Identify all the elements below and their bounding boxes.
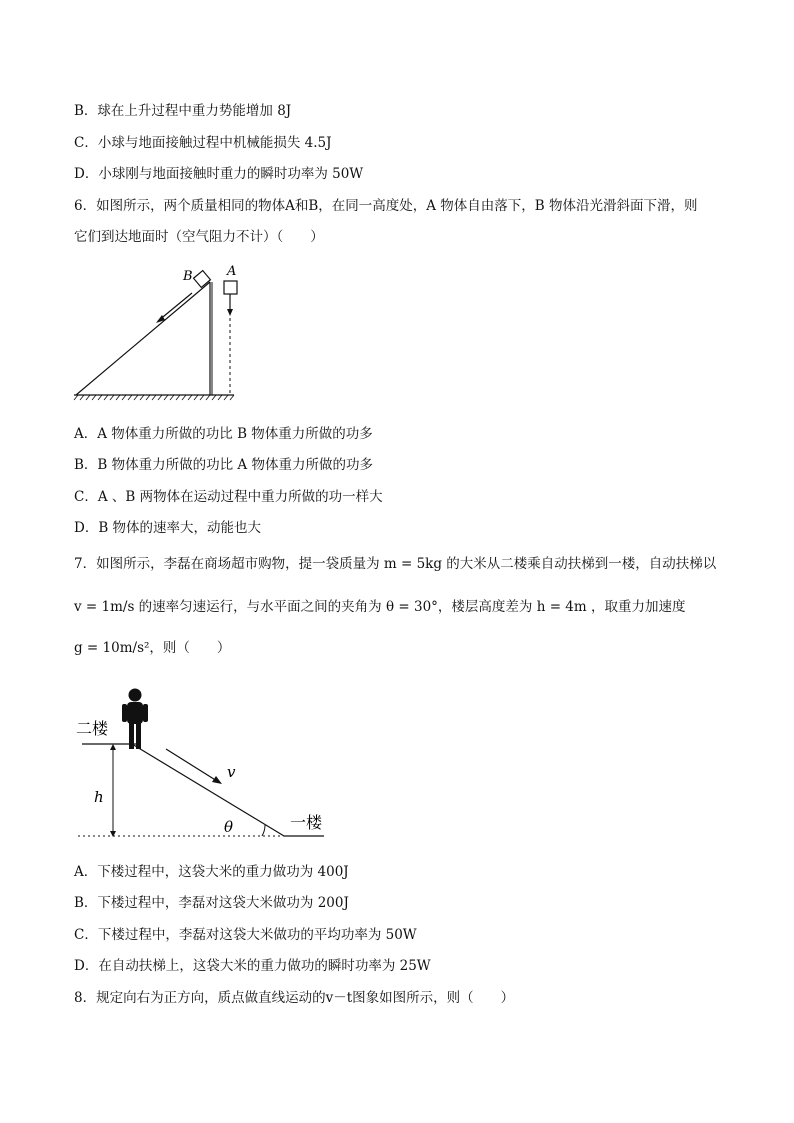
q7-option-b: B．下楼过程中，李磊对这袋大米做功为 200J: [74, 895, 349, 911]
q6-option-b: B．B 物体重力所做的功比 A 物体重力所做的功多: [74, 457, 373, 473]
q7-stem-line-3: g = 10m/s²，则（ ）: [74, 640, 231, 656]
arrow-head-icon: [212, 776, 222, 784]
q7-option-a: A．下楼过程中，这袋大米的重力做功为 400J: [74, 864, 349, 880]
q7-option-c: C．下楼过程中，李磊对这袋大米做功的平均功率为 50W: [74, 927, 417, 943]
arrow-head-icon: [227, 309, 233, 316]
q6-stem-line-2: 它们到达地面时（空气阻力不计）（ ）: [74, 229, 324, 245]
escalator-slope: [132, 744, 284, 836]
incline-slope: [76, 282, 210, 395]
velocity-arrow: [166, 749, 217, 781]
q7-stem-line-1: 7．如图所示，李磊在商场超市购物，提一袋质量为 m = 5kg 的大米从二楼乘自动扶梯到一楼，自动扶梯以: [74, 556, 717, 572]
label-theta: θ: [224, 818, 234, 836]
arrow-head-icon: [110, 744, 116, 750]
label-a: A: [227, 264, 237, 279]
q8-stem: 8．规定向右为正方向，质点做直线运动的v－t图象如图所示，则（ ）: [74, 990, 515, 1006]
block-a: [224, 281, 237, 294]
angle-arc: [262, 825, 265, 836]
label-v: v: [227, 763, 236, 781]
label-lower-floor: 一楼: [290, 813, 323, 832]
block-b: [194, 271, 211, 288]
q7-stem-line-2: v = 1m/s 的速率匀速运行，与水平面之间的夹角为 θ = 30°，楼层高度差为 h = 4m ，取重力加速度: [74, 599, 686, 615]
arrow-head-icon: [110, 831, 116, 837]
q6-option-d: D．B 物体的速率大，动能也大: [74, 520, 262, 536]
q7-escalator-figure: [72, 680, 342, 845]
q5-option-b: B．球在上升过程中重力势能增加 8J: [74, 103, 292, 119]
person-icon: [122, 689, 148, 750]
q6-option-c: C．A 、B 两物体在运动过程中重力所做的功一样大: [74, 489, 383, 505]
q6-stem-line-1: 6．如图所示，两个质量相同的物体A和B，在同一高度处，A 物体自由落下，B 物体沿光滑斜面下滑，则: [74, 198, 698, 214]
q5-option-c: C．小球与地面接触过程中机械能损失 4.5J: [74, 135, 332, 151]
q6-option-a: A．A 物体重力所做的功比 B 物体重力所做的功多: [74, 426, 373, 442]
q6-incline-figure: [70, 262, 250, 410]
block-b-motion-arrow: [158, 293, 192, 321]
q5-option-d: D．小球刚与地面接触时重力的瞬时功率为 50W: [74, 166, 364, 182]
ground-hatching: [74, 395, 234, 400]
label-h: h: [94, 788, 104, 806]
q7-option-d: D．在自动扶梯上，这袋大米的重力做功的瞬时功率为 25W: [74, 958, 431, 974]
label-b: B: [183, 269, 193, 284]
label-upper-floor: 二楼: [76, 719, 109, 738]
